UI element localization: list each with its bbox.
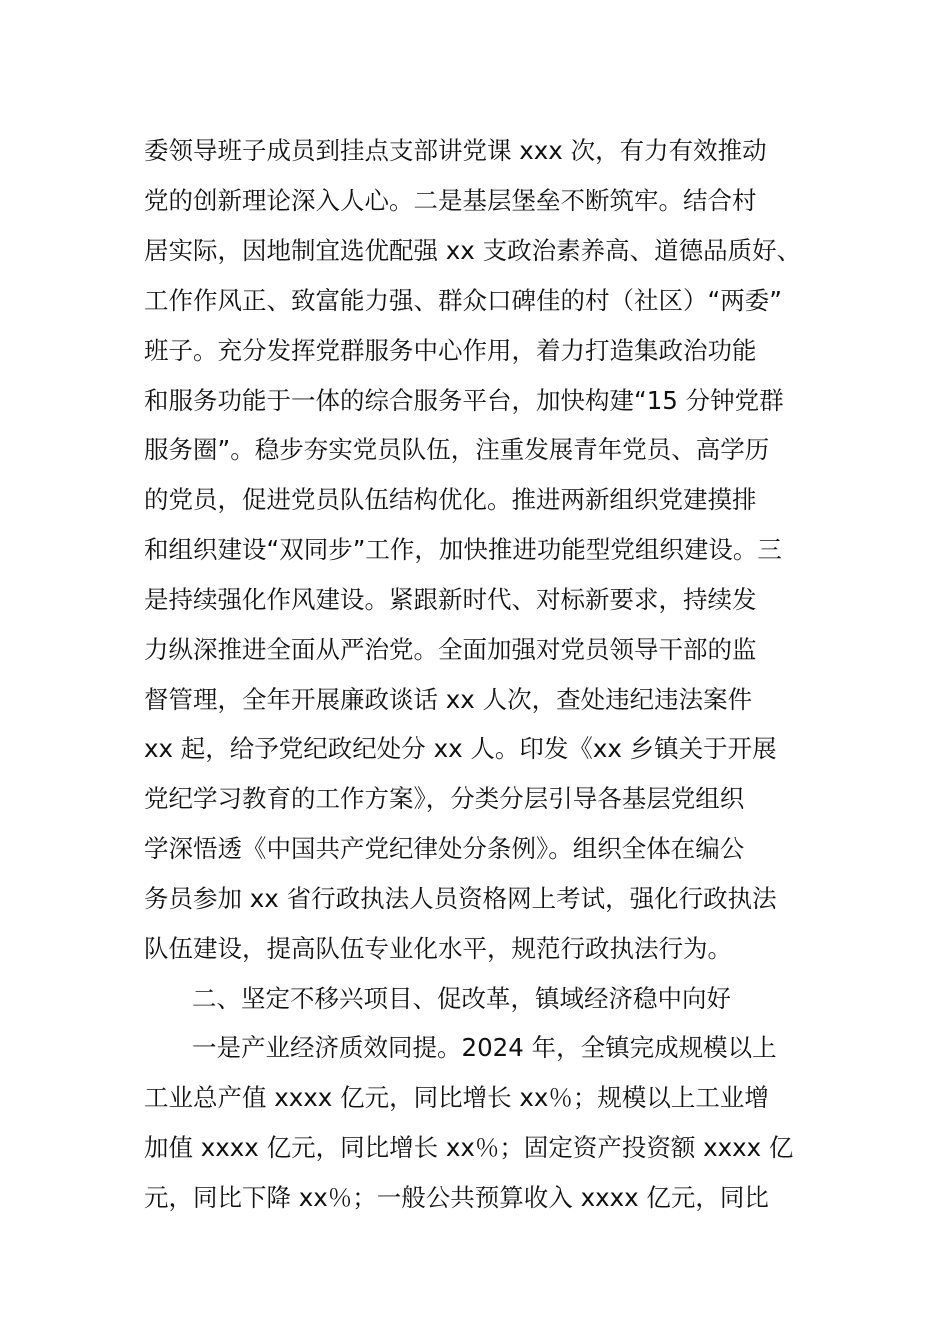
body-text-line: 务员参加 xx 省行政执法人员资格网上考试，强化行政执法: [144, 884, 777, 913]
body-text-line: 督管理，全年开展廉政谈话 xx 人次，查处违纪违法案件: [144, 685, 753, 714]
body-text-line: 居实际，因地制宜选优配强 xx 支政治素养高、道德品质好、: [144, 236, 802, 265]
body-text-line: 队伍建设，提高队伍专业化水平，规范行政执法行为。: [144, 934, 732, 963]
body-text-line: xx 起，给予党纪政纪处分 xx 人。印发《xx 乡镇关于开展: [144, 734, 777, 763]
body-text-line: 党的创新理论深入人心。二是基层堡垒不断筑牢。结合村: [144, 186, 757, 215]
body-text-line: 元，同比下降 xx％；一般公共预算收入 xxxx 亿元，同比: [144, 1183, 769, 1212]
body-text-line: 班子。充分发挥党群服务中心作用，着力打造集政治功能: [144, 336, 757, 365]
body-text-line: 的党员，促进党员队伍结构优化。推进两新组织党建摸排: [144, 485, 757, 514]
body-text-line: 和组织建设“双同步”工作，加快推进功能型党组织建设。三: [144, 535, 782, 564]
body-text-line: 和服务功能于一体的综合服务平台，加快构建“15 分钟党群: [144, 386, 784, 415]
body-text-line: 委领导班子成员到挂点支部讲党课 xxx 次，有力有效推动: [144, 136, 767, 165]
body-text-line: 工作作风正、致富能力强、群众口碑佳的村（社区）“两委”: [144, 286, 782, 315]
body-text-line: 加值 xxxx 亿元，同比增长 xx％；固定资产投资额 xxxx 亿: [144, 1133, 794, 1162]
paragraph-first-line: 一是产业经济质效同提。2024 年，全镇完成规模以上: [192, 1033, 777, 1062]
body-text-line: 学深悟透《中国共产党纪律处分条例》。组织全体在编公: [144, 834, 745, 863]
body-text-line: 力纵深推进全面从严治党。全面加强对党员领导干部的监: [144, 635, 757, 664]
body-text-line: 工业总产值 xxxx 亿元，同比增长 xx％；规模以上工业增: [144, 1083, 769, 1112]
body-text-line: 是持续强化作风建设。紧跟新时代、对标新要求，持续发: [144, 585, 757, 614]
body-text-line: 服务圈”。稳步夯实党员队伍，注重发展青年党员、高学历: [144, 435, 770, 464]
section-heading: 二、坚定不移兴项目、促改革，镇域经济稳中向好: [192, 984, 731, 1013]
body-text-line: 党纪学习教育的工作方案》，分类分层引导各基层党组织: [144, 784, 745, 813]
